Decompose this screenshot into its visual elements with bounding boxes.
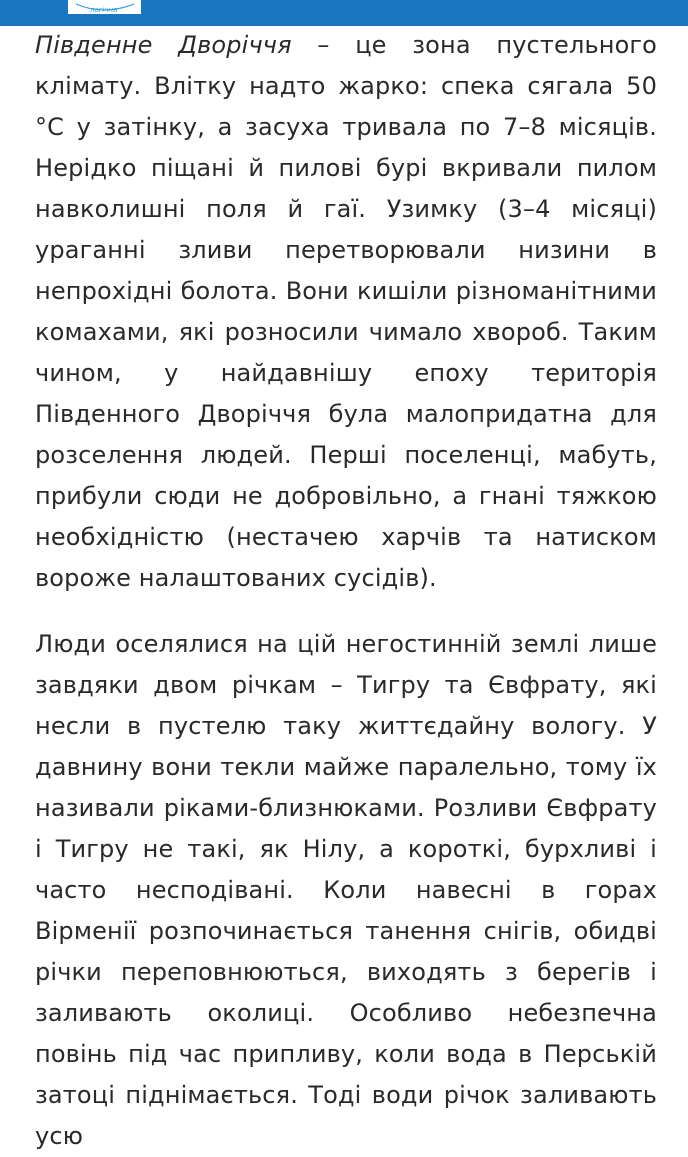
- paragraph-2: Люди оселялися на цій негостинній землі лише завдяки двом річкам – Тигру та Євфрату, які несли в пустелю таку життєдайну вологу. У давнину вони текли майже паралельно, тому їх називали ріками-близнюками. Розливи Євфрату і Тигру не такі, як Нілу, а короткі, бурхливі і часто несподівані. Коли навесні в горах Вірменії розпочинається танення снігів, обидві річки переповнюються, виходять з берегів і заливають околиці. Особливо небезпечна повінь під час припливу, коли вода в Перській затоці піднімається. Тоді води річок заливають усю: [35, 630, 657, 1150]
- paragraph-1-text: – це зона пустельного клімату. Влітку надто жарко: спека сягала 50 °С у затінку, а засуха тривала по 7–8 місяців. Нерідко піщані й пилові бурі вкривали пилом навколишні поля й гаї. Узимку (3–4 місяці) ураганні зливи перетворювали низини в непрохідні болота. Вони кишіли різноманітними комахами, які розносили чимало хвороб. Таким чином, у найдавнішу епоху територія Південного Дворіччя була малопридатна для розселення людей. Перші поселенці, мабуть, прибули сюди не добровільно, а гнані тяжкою необхідністю (нестачею харчів та натиском вороже налаштованих сусідів).: [35, 31, 658, 592]
- top-bar: [0, 0, 688, 26]
- paragraph-1: [35, 25, 657, 599]
- svg-text:логічна: логічна: [90, 6, 118, 14]
- lead-term: Південне Дворіччя: [35, 31, 292, 59]
- logo-icon: [68, 0, 141, 14]
- site-logo[interactable]: [68, 0, 141, 14]
- article-body: [35, 25, 657, 1157]
